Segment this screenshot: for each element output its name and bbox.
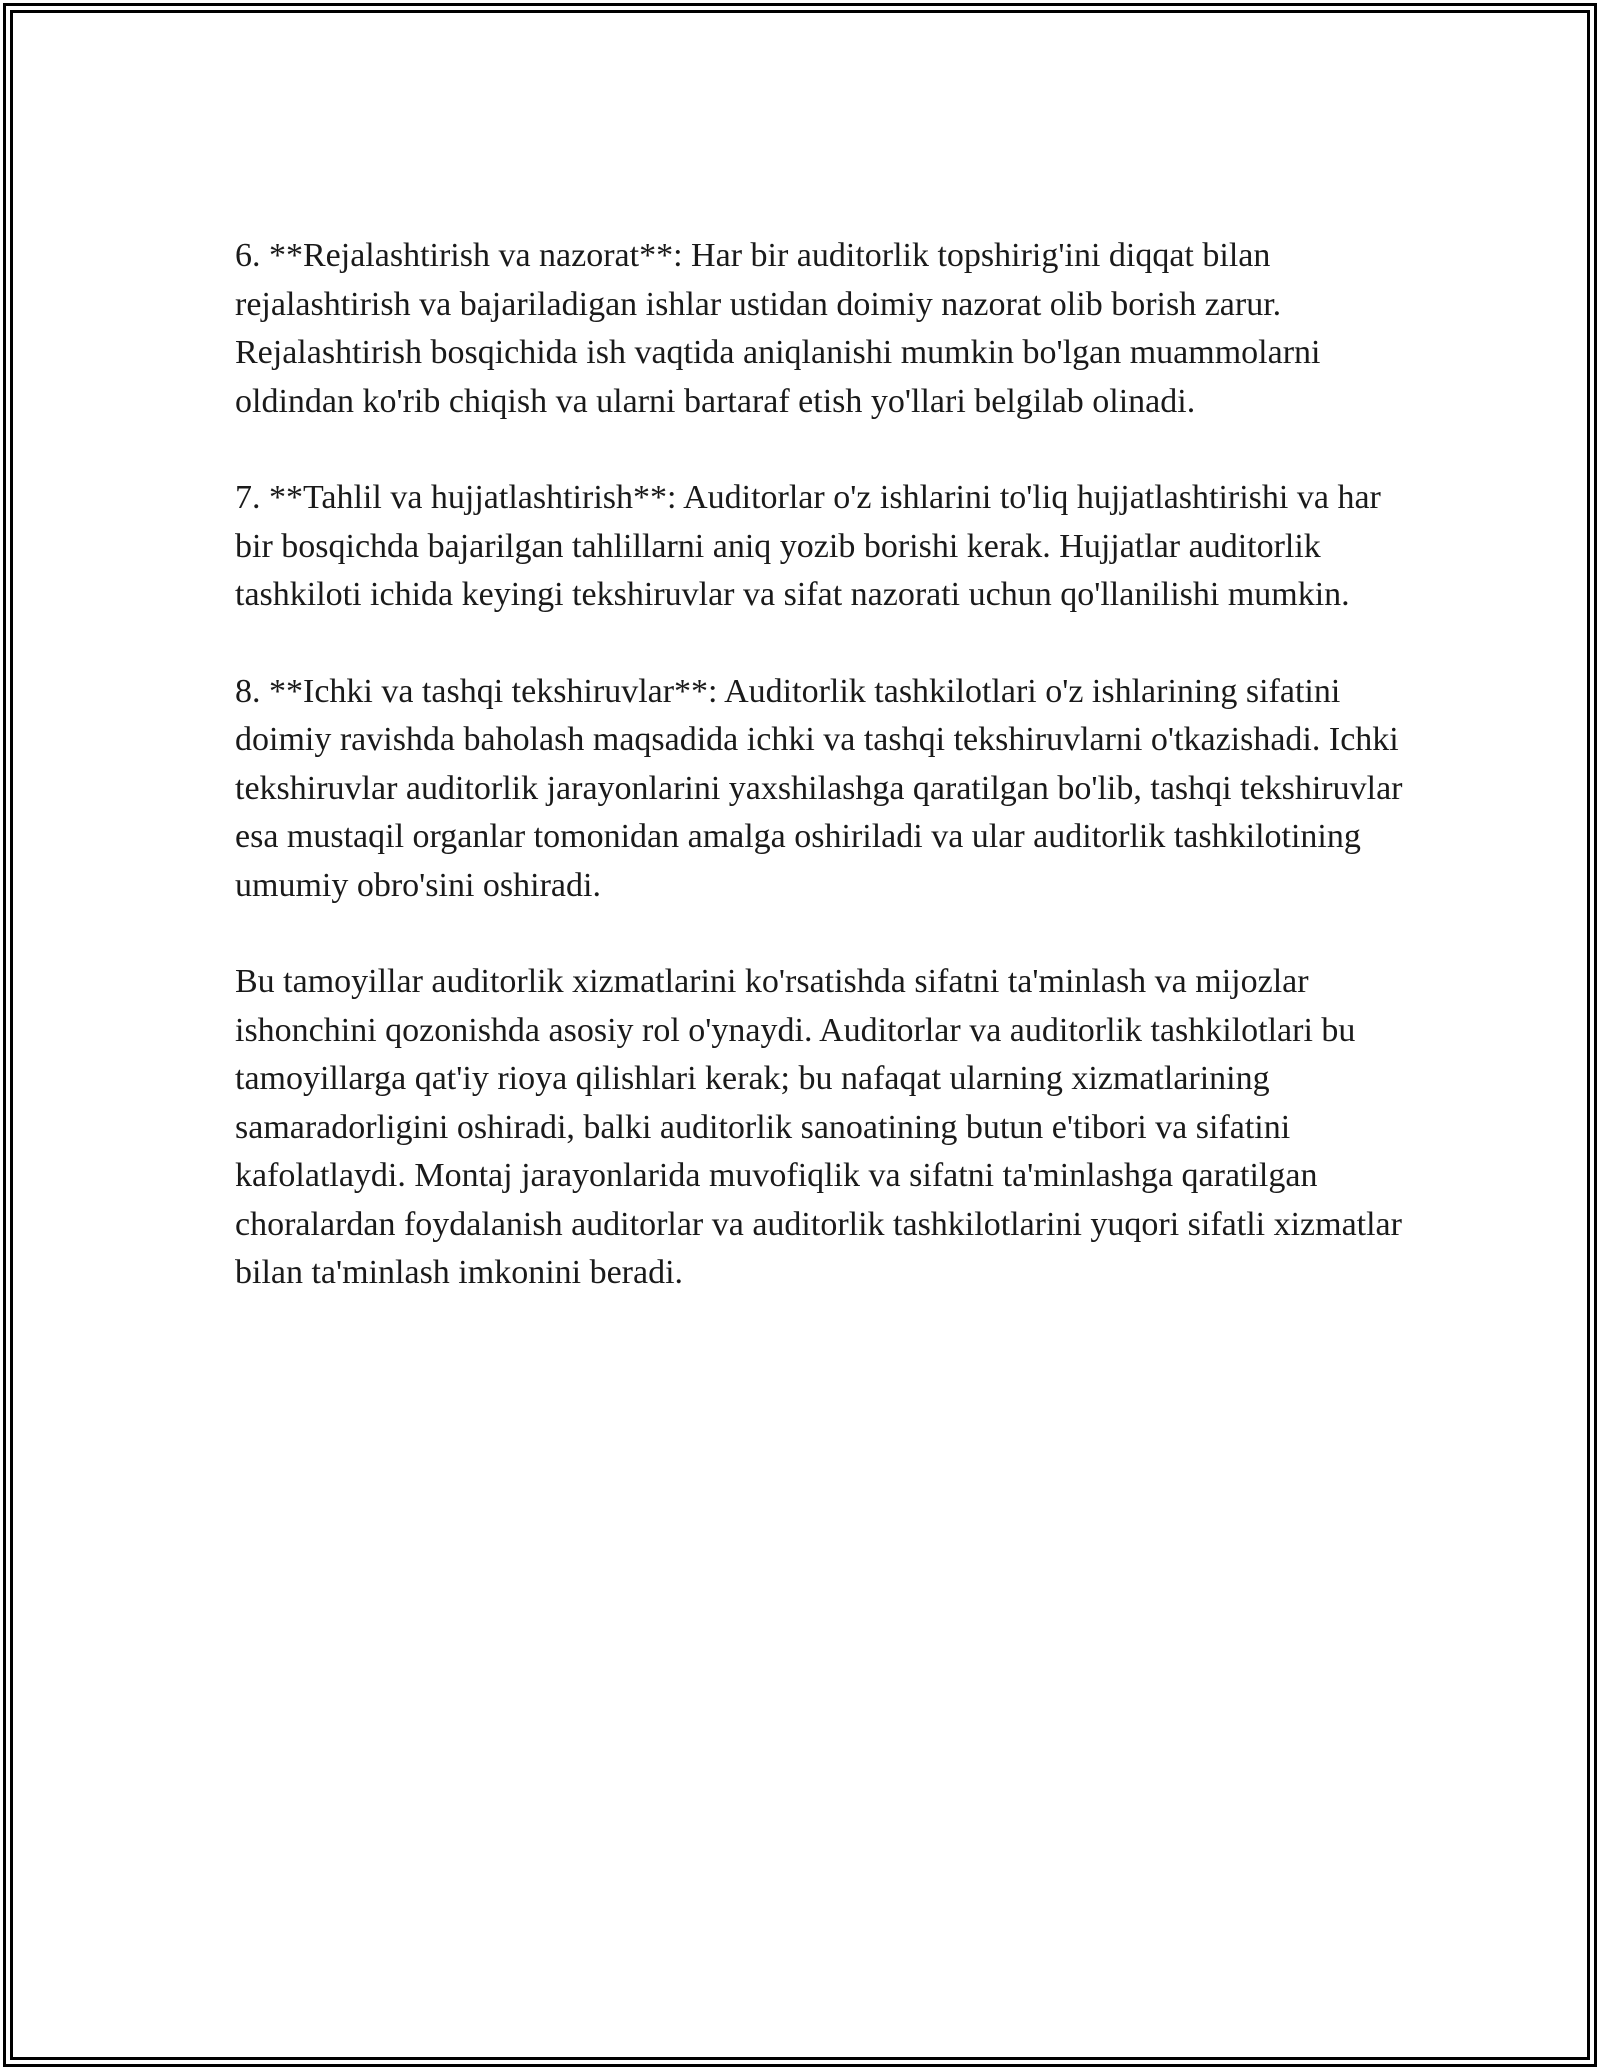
paragraph-conclusion: Bu tamoyillar auditorlik xizmatlarini ko'rsatishda sifatni ta'minlash va mijozlar ishonchini qozonishda asosiy rol o'ynaydi. Auditorlar va auditorlik tashkilotlari bu tamoyillarga qat'iy rioya qilishlari kerak; bu nafaqat ularning xizmatlarining samaradorligini oshiradi, balki auditorlik sanoatining butun e'tibori va sifatini kafolatlaydi. Montaj jarayonlarida muvofiqlik va sifatni ta'minlashga qaratilgan choralardan foydalanish auditorlar va auditorlik tashkilotlarini yuqori sifatli xizmatlar bilan ta'minlash imkonini beradi. <box>235 963 1402 1291</box>
paragraph-analysis-documentation: 7. **Tahlil va hujjatlashtirish**: Auditorlar o'z ishlarini to'liq hujjatlashtirishi va har bir bosqichda bajarilgan tahlillarni aniq yozib borishi kerak. Hujjatlar auditorlik tashkiloti ichida keyingi tekshiruvlar va sifat nazorati uchun qo'llanilishi mumkin. <box>235 479 1381 613</box>
paragraph-internal-external-reviews: 8. **Ichki va tashqi tekshiruvlar**: Auditorlik tashkilotlari o'z ishlarining sifatini doimiy ravishda baholash maqsadida ichki va tashqi tekshiruvlarni o'tkazishadi. Ichki tekshiruvlar auditorlik jarayonlarini yaxshilashga qaratilgan bo'lib, tashqi tekshiruvlar esa mustaqil organlar tomonidan amalga oshiriladi va ular auditorlik tashkilotining umumiy obro'sini oshiradi. <box>235 672 1403 904</box>
paragraph-planning-control: 6. **Rejalashtirish va nazorat**: Har bir auditorlik topshirig'ini diqqat bilan rejalashtirish va bajariladigan ishlar ustidan doimiy nazorat olib borish zarur. Rejalashtirish bosqichida ish vaqtida aniqlanishi mumkin bo'lgan muammolarni oldindan ko'rib chiqish va ularni bartaraf etish yo'llari belgilab olinadi. <box>235 237 1321 420</box>
document-body <box>235 232 1405 1346</box>
